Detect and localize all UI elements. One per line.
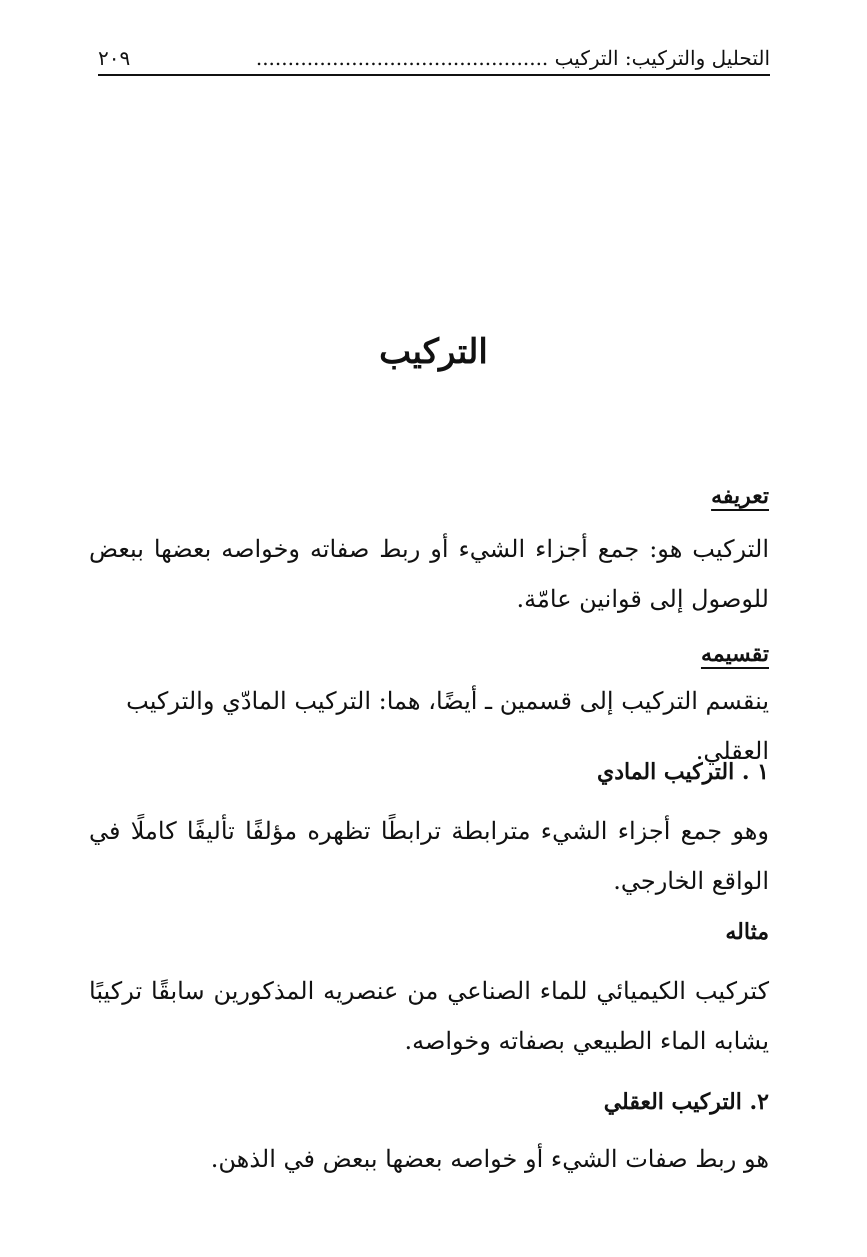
mental-heading: ٢. التركيب العقلي	[603, 1089, 769, 1115]
chapter-title: التركيب	[379, 332, 488, 372]
division-heading: تقسيمه	[700, 641, 769, 667]
mental-text: هو ربط صفات الشيء أو خواصه بعضها ببعض في الذهن.	[210, 1145, 769, 1173]
material-text: وهو جمع أجزاء الشيء مترابطة ترابطًا تظهره مؤلفًا تأليفًا كاملًا في الواقع الخارجي.	[89, 817, 769, 895]
page-number: ٢٠٩	[98, 46, 131, 70]
example-text: كتركيب الكيميائي للماء الصناعي من عنصريه المذكورين سابقًا تركيبًا يشابه الماء الطبيعي بصفاته وخواصه.	[89, 977, 769, 1055]
material-heading: ١ . التركيب المادي	[596, 759, 769, 785]
running-title-text: التحليل والتركيب: التركيب	[554, 46, 770, 70]
mental-section	[89, 1086, 769, 1184]
example-section	[89, 916, 769, 1066]
leader-dots: ..............................................	[255, 46, 549, 70]
definition-heading: تعريفه	[711, 483, 769, 509]
page-header	[98, 40, 770, 76]
running-title	[256, 44, 770, 74]
division-text: ينقسم التركيب إلى قسمين ـ أيضًا، هما: التركيب المادّي والتركيب العقلي.	[126, 687, 769, 765]
example-heading: مثاله	[725, 919, 769, 945]
material-section	[89, 756, 769, 906]
definition-section	[89, 480, 769, 624]
definition-text: التركيب هو: جمع أجزاء الشيء أو ربط صفاته وخواصه بعضها ببعض للوصول إلى قوانين عامّة.	[89, 535, 769, 613]
